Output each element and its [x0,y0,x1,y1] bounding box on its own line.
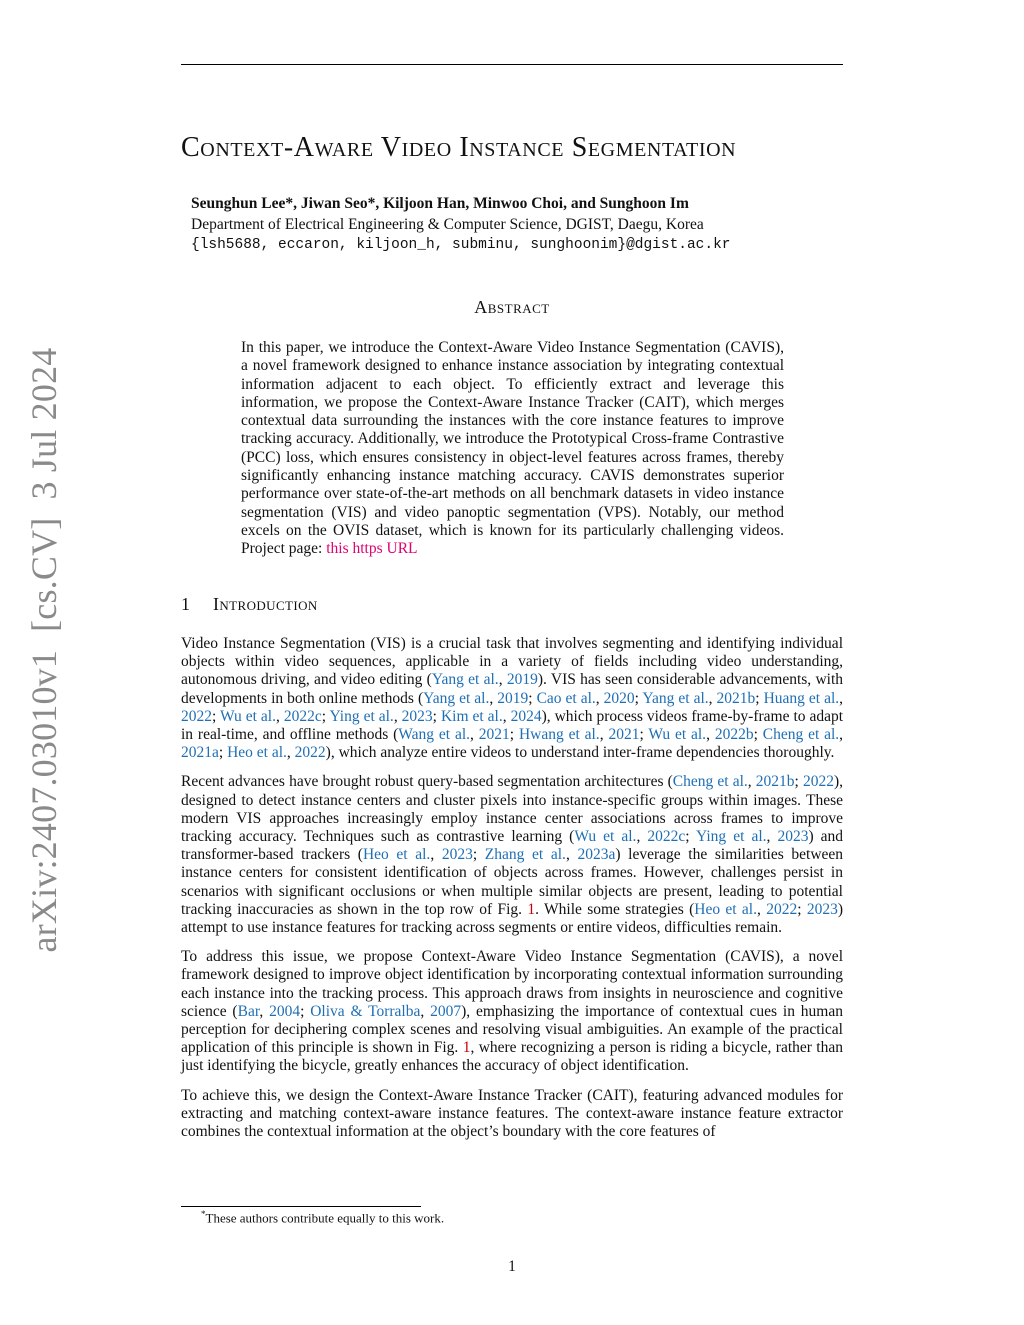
body-text-run: , [502,707,511,725]
paper-title: Context-Aware Video Instance Segmentation [181,132,737,163]
body-text-run: , [839,726,844,744]
body-text-run: To achieve this, we design the Context-Aware Instance Tracker (CAIT), featuring advanced modules for extracting and matching context-aware instance features. The context-aware instance feature extractor combines the contextual information at the object’s boundary with the core features of [181,1086,843,1141]
citation-link[interactable]: 2021a [181,744,219,762]
citation-link[interactable]: Yang et al. [642,689,709,707]
citation-link[interactable]: Huang et al. [763,689,840,707]
body-text-run: ; [794,773,803,791]
page-number: 1 [508,1258,516,1275]
paragraph [181,773,843,937]
paragraph [181,948,843,1075]
abstract-text [241,339,784,559]
body-text-run: ). VIS has seen considerable advancements, with developments in both online methods ( [181,671,844,707]
body-text-run: Video Instance Segmentation (VIS) is a crucial task that involves segmenting and identifying individual objects within video sequences, applicable in a variety of fields including video understanding, autonomous driving, and video editing ( [181,635,843,689]
citation-link[interactable]: 2023a [577,846,616,864]
body-text-run: . While some strategies ( [535,900,695,918]
body-text-run: ; [639,726,649,744]
body-text-run: ; [797,900,807,918]
body-text-run: , [599,726,609,744]
footnote-text: These authors contribute equally to this work. [205,1210,445,1226]
citation-link[interactable]: 2020 [603,689,635,707]
arxiv-category: [cs.CV] [24,517,64,632]
body-text-run: ; [685,828,697,846]
abstract-body: In this paper, we introduce the Context-Aware Video Instance Segmentation (CAVIS), a novel framework designed to enhance instance association by integrating contextual information adjacent to each object. To efficiently extract and leverage this information, we propose the Context-Aware Instance Tracker (CAIT), which merges contextual data surrounding the instances with the core instance features to improve tracking accuracy. Additionally, we introduce the Prototypical Cross-frame Contrastive (PCC) loss, which ensures consistency in object-level features across frames, thereby significantly enhancing instance matching accuracy. CAVIS demonstrates superior performance over state-of-the-art methods on all benchmark datasets in video instance segmentation (VIS) and video panoptic segmentation (VPS). Notably, our method excels on the OVIS dataset, which is known for its particularly challenging videos. Project page: [241,339,784,558]
body-text-run: , [636,828,648,846]
arxiv-id: arXiv:2407.03010v1 [24,649,64,953]
body-text-run: , [489,689,498,707]
citation-link[interactable]: 2022c [283,707,322,725]
abstract-heading: Abstract [474,297,550,317]
citation-link[interactable]: 2023 [806,900,838,918]
citation-link[interactable]: Cheng et al. [762,726,840,744]
citation-link[interactable]: 2023 [777,828,809,846]
citation-link[interactable]: Wu et al. [574,828,637,846]
body-text-run: , [706,726,715,744]
body-text-run: , [766,828,778,846]
body-text-run: ; [528,689,537,707]
body-text-run: ), designed to detect instance centers and cluster pixels into instance-specific groups within images. These modern VIS approaches increasingly employ instance center associations across frames to improve tracking accuracy. Techniques such as contrastive learning ( [181,773,843,846]
section-body [181,635,843,1152]
citation-link[interactable]: 2019 [497,689,529,707]
body-text-run: , [747,773,756,791]
body-text-run: ) attempt to use instance features for tracking across segments or entire videos, difficulties remain. [181,900,843,937]
body-text-run: ; [212,707,221,725]
body-text-run: ) and transformer-based trackers ( [181,828,844,864]
citation-link[interactable]: 2023 [441,846,473,864]
body-text-run: , [286,744,295,762]
citation-link[interactable]: 2021 [478,726,510,744]
citation-link[interactable]: 2024 [510,707,542,725]
body-text-run: ), emphasizing the importance of contextual cues in human perception for deciphering complex scenes and resolving visual ambiguities. An example of the practical application of this principle is shown in Fig. [181,1002,843,1057]
body-text-run: , [420,1002,431,1020]
body-text-run: ; [300,1002,311,1020]
body-text-run: , [756,900,767,918]
body-text-run: , [498,671,507,689]
body-text-run: ; [321,707,330,725]
author-affiliation: Department of Electrical Engineering & Computer Science, DGIST, Daegu, Korea [191,216,704,233]
author-block [191,193,831,256]
citation-link[interactable]: Oliva & Torralba [310,1002,421,1020]
citation-link[interactable]: 2019 [506,671,538,689]
body-text-run: ; [509,726,519,744]
paragraph [181,1087,843,1142]
body-text-run: ; [432,707,441,725]
citation-link[interactable]: Yang et al. [431,671,499,689]
figure-ref-link[interactable]: 1 [462,1039,471,1057]
body-text-run: , [565,846,578,864]
arxiv-date: 3 Jul 2024 [24,347,64,500]
citation-link[interactable]: 2022 [181,707,212,725]
body-text-run: , [259,1002,270,1020]
citation-link[interactable]: Ying et al. [696,828,767,846]
body-text-run: ; [634,689,643,707]
citation-link[interactable]: 2022 [802,773,834,791]
section-heading [181,594,318,615]
body-text-run: ), which process videos frame-by-frame to adapt in real-time, and offline methods ( [181,707,844,744]
citation-link[interactable]: Cheng et al. [672,773,748,791]
footnote-rule [181,1206,421,1207]
citation-link[interactable]: Zhang et al. [484,846,566,864]
footnote [201,1209,444,1226]
citation-link[interactable]: Cao et al. [536,689,596,707]
body-text-run: , [595,689,604,707]
citation-link[interactable]: 2022b [714,726,754,744]
body-text-run: ) leverage the similarities between instance centers for consistent identification of objects across frames. However, challenges persist in scenarios with significant occlusions or when multiple similar objects are present, leading to potential tracking inaccuracies as shown in the top row of Fig. [181,846,844,918]
citation-link[interactable]: 2022 [766,900,798,918]
citation-link[interactable]: Hwang et al. [518,726,600,744]
header-rule [181,64,843,65]
body-text-run: , [708,689,717,707]
body-text-run: ; [218,744,228,762]
citation-link[interactable]: Wu et al. [648,726,707,744]
body-text-run: , [393,707,402,725]
author-names: Seunghun Lee*, Jiwan Seo*, Kiljoon Han, Minwoo Choi, and Sunghoon Im [191,195,689,212]
citation-link[interactable]: Bar [237,1002,260,1020]
body-text-run: ; [755,689,764,707]
citation-link[interactable]: 2022 [294,744,326,762]
body-text-run: , where recognizing a person is riding a bicycle, rather than just identifying the bicycle, greatly enhances the accuracy of object identification. [181,1039,843,1075]
section-title: Introduction [213,594,318,614]
citation-link[interactable]: Kim et al. [440,707,503,725]
body-text-run: ), which analyze entire videos to understand inter-frame dependencies thoroughly. [325,744,835,762]
citation-link[interactable]: 2021b [716,689,756,707]
citation-link[interactable]: Wang et al. [398,726,471,744]
body-text-run: ; [753,726,763,744]
body-text-run: ; [472,846,485,864]
author-emails: {lsh5688, eccaron, kiljoon_h, subminu, sunghoonim}@dgist.ac.kr [191,237,731,253]
body-text-run: , [839,689,844,707]
citation-link[interactable]: 2021 [608,726,640,744]
body-text-run: To address this issue, we propose Context-Aware Video Instance Segmentation (CAVIS), a novel framework designed to improve object identification by incorporating contextual information surrounding each instance into the tracking process. This approach draws from insights in neuroscience and cognitive science ( [181,948,843,1020]
footnote-marker: * [201,1209,206,1219]
citation-link[interactable]: Yang et al. [423,689,490,707]
citation-link[interactable]: 2004 [269,1002,301,1020]
citation-link[interactable]: Heo et al. [362,846,431,864]
citation-link[interactable]: 2021b [755,773,795,791]
project-page-link[interactable]: this https URL [326,540,418,558]
citation-link[interactable]: 2007 [430,1002,462,1020]
body-text-run: , [430,846,442,864]
figure-ref-link[interactable]: 1 [527,900,536,918]
citation-link[interactable]: Ying et al. [329,707,394,725]
citation-link[interactable]: Heo et al. [227,744,287,762]
citation-link[interactable]: 2022c [647,828,686,846]
section-number: 1 [181,594,191,614]
paragraph [181,635,843,762]
citation-link[interactable]: Heo et al. [694,900,757,918]
citation-link[interactable]: 2023 [401,707,433,725]
citation-link[interactable]: Wu et al. [220,707,276,725]
body-text-run: Recent advances have brought robust query-based segmentation architectures ( [181,773,673,791]
body-text-run: , [470,726,479,744]
body-text-run: , [275,707,284,725]
arxiv-side-stamp [23,348,65,953]
